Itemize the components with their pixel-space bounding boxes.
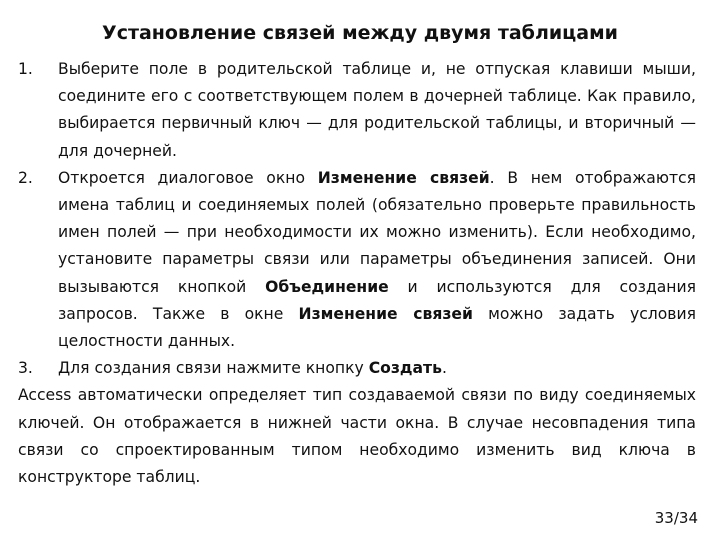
list-item-text: и используются для создания запросов. Также в окне xyxy=(58,277,696,323)
page-number: 33/34 xyxy=(654,509,698,527)
list-item-text: . В нем отображаются имена таблиц и соединяемых полей (обязательно проверьте правильность имен полей — при необходимости их можно изменить). Если необходимо, установите параметры связи или параметры объединения записей. Они вызываются кнопкой xyxy=(58,168,696,296)
list-item-text: Откроется диалоговое окно xyxy=(58,168,318,187)
list-item-3 xyxy=(18,355,696,382)
list-item-number: 2. xyxy=(18,168,33,187)
slide-title: Установление связей между двумя таблицами xyxy=(102,22,618,44)
list-item-text: Для создания связи нажмите кнопку xyxy=(58,359,369,378)
list-item-text: Выберите поле в родительской таблице и, не отпуская клавиши мыши, соедините его с соответствующем полем в дочерней таблице. Как правило, выбирается первичный ключ — для родительской таблицы, и вторичный — для дочерней. xyxy=(58,60,696,160)
dialog-name-bold: Изменение связей xyxy=(298,304,473,323)
list-item-text: можно задать условия целостности данных. xyxy=(58,304,696,351)
list-item-number: 1. xyxy=(18,60,33,78)
slide-body xyxy=(18,56,696,491)
body-paragraph: Access автоматически определяет тип создаваемой связи по виду соединяемых ключей. Он отображается в нижней части окна. В случае несовпадения типа связи со спроектированным типом необходимо изменить вид ключа в конструкторе таблиц. xyxy=(18,386,696,487)
list-item-1 xyxy=(18,56,696,165)
list-item-number: 3. xyxy=(18,359,33,378)
list-item-text: . xyxy=(441,359,447,378)
dialog-name-bold: Изменение связей xyxy=(317,168,490,187)
list-item-2 xyxy=(18,165,696,355)
button-name-bold: Создать xyxy=(368,359,442,378)
button-name-bold: Объединение xyxy=(265,277,389,296)
